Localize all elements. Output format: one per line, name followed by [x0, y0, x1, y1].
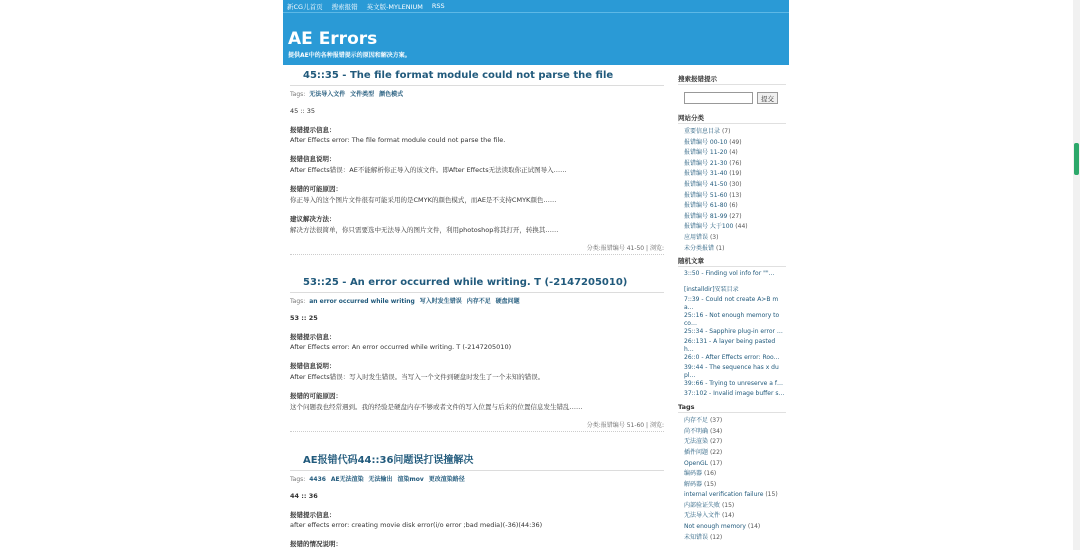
post-tags: [290, 89, 664, 98]
category-link[interactable]: 报错编号 51-60: [684, 191, 728, 199]
tag-link[interactable]: 写入时发生错误: [419, 298, 462, 305]
tag-link[interactable]: internal verification failure: [684, 491, 764, 499]
tag-link[interactable]: 插件问题: [684, 448, 709, 456]
scrollbar-track[interactable]: [1073, 0, 1080, 550]
section-heading: 报错信息说明：: [290, 155, 336, 163]
tags-heading: Tags: [678, 403, 786, 413]
nav-link-english-version[interactable]: 英文版-MYLENIUM: [366, 2, 423, 11]
search-input[interactable]: [684, 92, 753, 104]
top-navigation: [283, 0, 789, 12]
section-heading: 报错的可能原因：: [290, 185, 342, 193]
error-code: 53 :: 25: [290, 314, 318, 322]
random-post-link[interactable]: 26::0 - After Effects error: Roo…: [684, 354, 780, 362]
tag-link[interactable]: 渲染mov: [397, 476, 424, 483]
tag-link[interactable]: 未知错误: [684, 533, 709, 541]
item-count: (3): [709, 233, 719, 241]
list-item: [684, 180, 786, 191]
list-item: [684, 427, 786, 438]
item-count: (1): [715, 244, 725, 252]
post: [290, 454, 664, 548]
title-divider: [290, 292, 664, 293]
tag-link[interactable]: 无法导入文件: [684, 512, 721, 520]
tag-link[interactable]: 更改渲染路径: [428, 476, 465, 483]
tags-label: Tags:: [290, 476, 306, 483]
list-item: [684, 448, 786, 459]
item-count: (14): [721, 512, 735, 520]
scrollbar-thumb[interactable]: [1074, 143, 1079, 175]
item-count: (19): [729, 170, 742, 178]
item-count: (17): [709, 459, 723, 467]
sidebar: [678, 74, 786, 543]
list-item: [684, 522, 786, 533]
post-divider: [290, 254, 664, 255]
category-link[interactable]: 报错编号 81-99: [684, 212, 728, 220]
post-tags: [290, 296, 664, 305]
section-text: after effects error: creating movie disk error(i/o error ;bad media)(-36)(44:36): [290, 521, 543, 529]
item-count: (22): [709, 448, 723, 456]
item-count: (14): [747, 523, 761, 531]
section-text: After Effects错误：写入时发生错误。当写入一个文件到硬盘时发生了一个未知的错误。: [290, 373, 545, 381]
item-count: (27): [729, 212, 742, 220]
post-title[interactable]: AE报错代码44::36问题误打误撞解决: [303, 455, 474, 466]
tag-link[interactable]: an error occurred while writing: [309, 298, 415, 305]
category-link[interactable]: 报错编号 00-10: [684, 138, 728, 146]
list-item: [684, 501, 786, 512]
list-item: [684, 459, 786, 470]
tag-link[interactable]: 文件类型: [350, 91, 375, 98]
category-link[interactable]: 报错编号 大于100: [684, 223, 734, 231]
list-item: [684, 244, 786, 255]
post-title[interactable]: 45::35 - The file format module could not parse the file: [303, 70, 614, 81]
post: [290, 276, 664, 454]
title-divider: [290, 85, 664, 86]
section-heading: 报错提示信息：: [290, 333, 336, 341]
nav-link-home[interactable]: 新CG儿首页: [287, 2, 323, 11]
tag-link[interactable]: 内存不足: [466, 298, 491, 305]
page-wrapper: [283, 0, 789, 550]
tag-cloud-list: [684, 416, 786, 543]
random-post-link[interactable]: [installdir]安装目录: [684, 286, 739, 294]
post-footer: 分类:报错编号 51-60 | 浏览:: [586, 422, 664, 429]
tags-label: Tags:: [290, 91, 306, 98]
tag-link[interactable]: 无法输出: [368, 476, 393, 483]
nav-link-rss[interactable]: RSS: [431, 2, 445, 10]
tag-link[interactable]: 内部验证失败: [684, 501, 721, 509]
section-text: 这个问题我也经常遇到。我的经验是硬盘内存不够或者文件的写入位置与后来的位置信息发生错乱……: [290, 403, 583, 411]
section-heading: 报错提示信息：: [290, 511, 336, 519]
list-item: [684, 533, 786, 544]
random-post-link[interactable]: 7::39 - Could not create A>B m a…: [684, 296, 779, 312]
list-item: [684, 191, 786, 202]
tag-link[interactable]: 解码器: [684, 480, 703, 488]
list-item: [684, 201, 786, 212]
list-item: [684, 437, 786, 448]
tag-link[interactable]: 硬盘问题: [495, 298, 520, 305]
tag-link[interactable]: OpenGL: [684, 459, 709, 467]
post-divider: [290, 431, 664, 432]
search-form: [684, 92, 786, 104]
list-item: [684, 222, 786, 233]
category-link[interactable]: 重要信息目录: [684, 128, 721, 135]
category-link[interactable]: 报错编号 31-40: [684, 170, 728, 178]
site-description: 提供AE中的各种报错提示的原因和解决方案。: [288, 52, 411, 59]
item-count: (13): [729, 191, 742, 199]
tag-link[interactable]: 4436: [309, 476, 326, 483]
section-text: After Effects error: The file format module could not parse the file.: [290, 136, 506, 144]
section-text: After Effects错误：AE不能解析你正导入的该文件。即After Effects无法读取你正试图导入……: [290, 166, 567, 174]
list-item: [684, 127, 786, 138]
random-post-link[interactable]: 39::44 - The sequence has x du pl…: [684, 364, 779, 380]
tag-link[interactable]: 颜色模式: [379, 91, 404, 98]
random-post-link[interactable]: 25::16 - Not enough memory to co…: [684, 312, 780, 328]
category-link[interactable]: 应用错误: [684, 233, 709, 241]
tag-link[interactable]: Not enough memory: [684, 523, 746, 531]
section-heading: 建议解决方法：: [290, 215, 336, 223]
category-link[interactable]: 未分类报错: [684, 244, 715, 252]
tag-link[interactable]: 无法导入文件: [309, 91, 346, 98]
title-divider: [290, 470, 664, 471]
list-item: [684, 469, 786, 480]
post-tags: [290, 474, 664, 483]
item-count: (15): [765, 491, 778, 499]
tag-link[interactable]: 编码器: [684, 470, 703, 478]
category-link[interactable]: 报错编号 21-30: [684, 159, 728, 167]
section-heading: 报错信息说明：: [290, 362, 336, 370]
random-posts-heading: 随机文章: [678, 256, 786, 267]
site-title[interactable]: AE Errors: [288, 29, 378, 49]
tags-label: Tags:: [290, 298, 306, 305]
item-count: (7): [721, 128, 731, 135]
section-text: 解决方法很简单，你只需要选中无法导入的图片文件，利用photoshop将其打开，转换其……: [290, 226, 559, 234]
random-posts-list: [684, 270, 786, 400]
random-post-link[interactable]: 26::131 - A layer being pasted h…: [684, 338, 776, 354]
section-text: After Effects error: An error occurred while writing. T (-2147205010): [290, 343, 512, 351]
random-post-link[interactable]: 37::102 - Invalid image buffer s…: [684, 390, 785, 398]
categories-heading: 网站分类: [678, 113, 786, 124]
item-count: (76): [729, 159, 742, 167]
item-count: (49): [729, 138, 742, 146]
tag-link[interactable]: AE无法渲染: [330, 476, 364, 483]
tag-link[interactable]: 内存不足: [684, 417, 709, 425]
post: [290, 69, 664, 276]
category-link[interactable]: 报错编号 61-80: [684, 202, 728, 210]
error-code: 45 :: 35: [290, 107, 316, 115]
random-post-link[interactable]: 39::66 - Trying to unreserve a f…: [684, 380, 783, 388]
section-text: 你正导入的这个图片文件很有可能采用的是CMYK的颜色模式，而AE是不支持CMYK颜色……: [290, 196, 557, 204]
random-post-link[interactable]: 25::34 - Sapphire plug-in error …: [684, 328, 783, 336]
list-item: [684, 233, 786, 244]
item-count: (12): [709, 533, 723, 541]
list-item: [684, 159, 786, 170]
item-count: (6): [729, 202, 738, 210]
tag-link[interactable]: 无法渲染: [684, 438, 709, 446]
item-count: (4): [729, 149, 738, 157]
category-link[interactable]: 报错编号 11-20: [684, 149, 728, 157]
list-item: [684, 169, 786, 180]
item-count: (34): [709, 427, 723, 435]
list-item: [684, 480, 786, 491]
post-title[interactable]: 53::25 - An error occurred while writing. T (-2147205010): [303, 277, 628, 288]
item-count: (37): [709, 417, 723, 425]
item-count: (15): [721, 501, 735, 509]
nav-link-search-errors[interactable]: 搜索报错: [331, 2, 358, 11]
search-heading: 搜索报错提示: [678, 74, 786, 85]
item-count: (15): [703, 480, 717, 488]
item-count: (27): [709, 438, 723, 446]
item-count: (30): [729, 180, 742, 188]
tag-link[interactable]: 尚不明确: [684, 427, 709, 435]
list-item: [684, 212, 786, 223]
item-count: (44): [735, 223, 748, 231]
search-submit-button[interactable]: 提交: [757, 92, 778, 104]
category-link[interactable]: 报错编号 41-50: [684, 180, 728, 188]
section-heading: 报错的情况说明：: [290, 540, 342, 548]
section-heading: 报错的可能原因：: [290, 392, 342, 400]
site-header: [283, 12, 789, 65]
list-item: [684, 511, 786, 522]
section-heading: 报错提示信息：: [290, 126, 336, 134]
main-content: [290, 69, 664, 548]
item-count: (16): [703, 470, 717, 478]
list-item: [684, 148, 786, 159]
list-item: [684, 138, 786, 149]
category-list: [684, 127, 786, 254]
post-footer: 分类:报错编号 41-50 | 浏览:: [586, 245, 664, 252]
random-post-link[interactable]: 3::50 - Finding vol info for ""…: [684, 270, 775, 278]
list-item: [684, 490, 786, 501]
error-code: 44 :: 36: [290, 492, 318, 500]
list-item: [684, 416, 786, 427]
